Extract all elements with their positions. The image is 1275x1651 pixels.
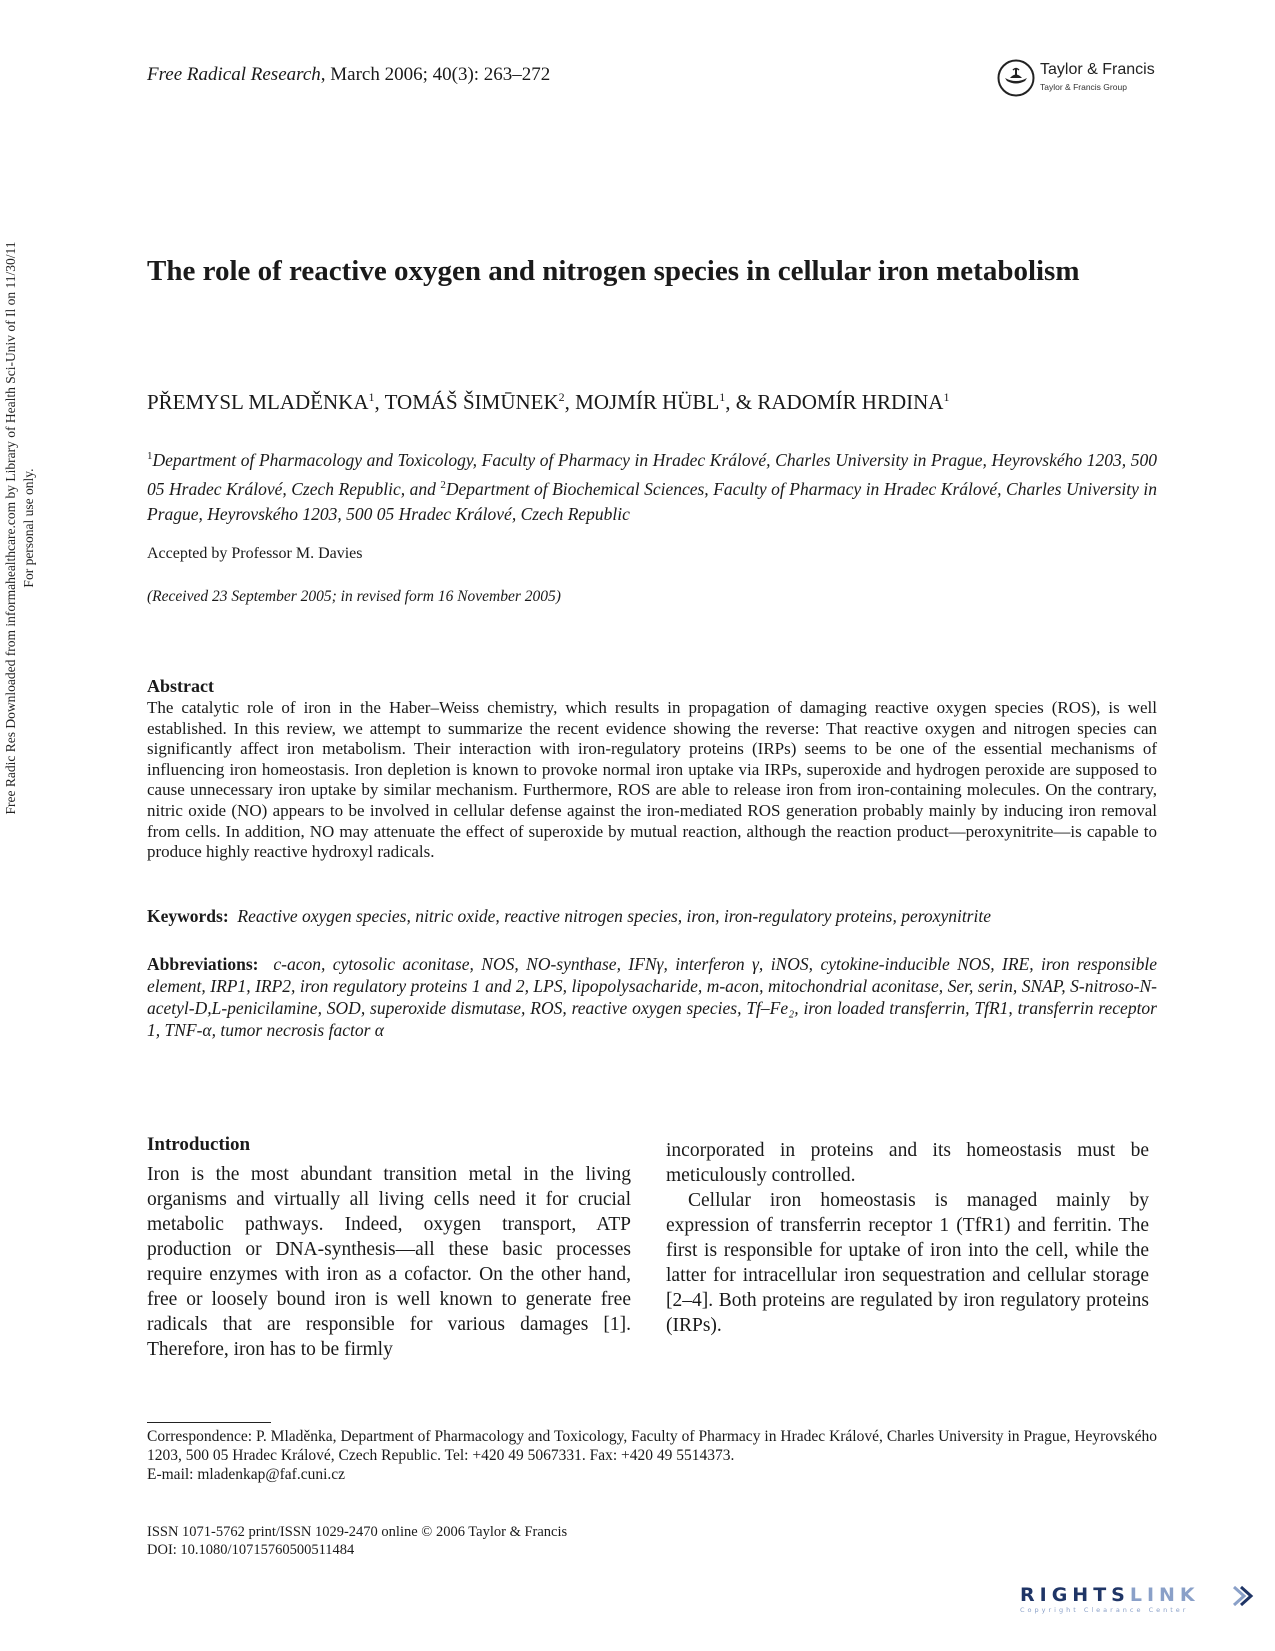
received-dates: (Received 23 September 2005; in revised form 16 November 2005) [147,588,561,605]
rightslink-subtitle: Copyright Clearance Center [1020,1606,1189,1614]
accepted-by: Accepted by Professor M. Davies [147,545,363,562]
footnote-divider [147,1422,271,1423]
introduction-column-right [666,1138,1149,1338]
author-affiliation-mark: 2 [558,390,565,404]
affiliation-mark: 2 [440,479,446,491]
abstract-text: The catalytic role of iron in the Haber–Weiss chemistry, which results in propagation of damaging reactive oxygen species (ROS), is well established. In this review, we attempt to summarize the recent evidence showing the reverse: That reactive oxygen and nitrogen species can significantly affect iron metabolism. Their interaction with iron-regulatory proteins (IRPs) seems to be one of the essential mechanisms of influencing iron homeostasis. Iron depletion is known to provoke normal iron uptake via IRPs, superoxide and hydrogen peroxide are supposed to cause unnecessary iron uptake by similar mechanism. Furthermore, ROS are able to release iron from iron-containing molecules. On the contrary, nitric oxide (NO) appears to be involved in cellular defense against the iron-mediated ROS generation probably mainly by inducing iron removal from cells. In addition, NO may attenuate the effect of superoxide by mutual reaction, although the reaction product—peroxynitrite—is capable to produce highly reactive hydroxyl radicals. [147,698,1157,862]
correspondence-footnote [147,1427,1157,1484]
keywords-label: Keywords: [147,906,229,926]
rightslink-word-rights: RIGHTS [1020,1584,1130,1606]
article-title: The role of reactive oxygen and nitrogen species in cellular iron metabolism [147,255,1080,287]
author-name: MOJMÍR HÜBL [575,390,720,414]
author-separator: , & [725,390,758,414]
rightslink-wordmark [1020,1584,1200,1606]
author-list [147,390,949,415]
affiliations [147,444,1157,527]
abstract-heading: Abstract [147,676,214,696]
publisher-group: Taylor & Francis Group [1040,82,1127,92]
abbreviations [147,953,1157,1041]
author-separator: , [374,390,385,414]
rightslink-word-link: LINK [1129,1584,1200,1606]
download-stamp-line2: For personal use only. [21,468,36,588]
download-stamp [0,0,46,1651]
affiliation-text: Department of Biochemical Sciences, Faculty of Pharmacy in Hradec Králové, Charles University in Prague, Heyrovského 1203, 500 05 Hradec Králové, Czech Republic [147,479,1158,524]
introduction-paragraph: Cellular iron homeostasis is managed mainly by expression of transferrin receptor 1 (TfR1) and ferritin. The first is responsible for uptake of iron into the cell, while the latter for intracellular iron sequestration and cellular storage [2–4]. Both proteins are regulated by iron regulatory proteins (IRPs). [666,1190,1149,1336]
introduction-paragraph: incorporated in proteins and its homeostasis must be meticulously controlled. [666,1140,1149,1186]
affiliation-mark: 1 [147,450,153,462]
issn-line: ISSN 1071-5762 print/ISSN 1029-2470 online © 2006 Taylor & Francis [147,1524,568,1540]
author-affiliation-mark: 1 [719,390,726,404]
issn-doi [147,1523,567,1559]
keywords-text: Reactive oxygen species, nitric oxide, reactive nitrogen species, iron, iron-regulatory proteins, peroxynitrite [237,906,991,926]
journal-citation [147,64,550,86]
journal-name: Free Radical Research [147,64,321,85]
rightslink-logo[interactable] [1020,1584,1256,1618]
author-name: PŘEMYSL MLADĚNKA [147,390,369,414]
keywords [147,905,1157,927]
abbreviations-text: c-acon, cytosolic aconitase, NOS, NO-synthase, IFNγ, interferon γ, iNOS, cytokine-inducible NOS, IRE, iron responsible element, IRP1, IRP2, iron regulatory proteins 1 and 2, LPS, lipopolysacharide, m-acon, mitochondrial aconitase, Ser, serin, SNAP, S-nitroso-N-acetyl-D,L-penicilamine, SOD, superoxide dismutase, ROS, reactive oxygen species, Tf–Fe₂, iron loaded transferrin, TfR1, transferrin receptor 1, TNF-α, tumor necrosis factor α [147,954,1158,1040]
author-affiliation-mark: 1 [368,390,375,404]
author-separator: , [564,390,576,414]
introduction-heading: Introduction [147,1134,251,1155]
publisher-name: Taylor & Francis [1040,61,1155,78]
doi-line: DOI: 10.1080/10715760500511484 [147,1542,355,1558]
correspondence-text: Correspondence: P. Mladěnka, Department of Pharmacology and Toxicology, Faculty of Pharmacy in Hradec Králové, Charles University in Prague, Heyrovského 1203, 500 05 Hradec Králové, Czech Republic. Tel: +420 49 5067331. Fax: +420 49 5514373. [147,1428,1157,1464]
publisher-logo [996,58,1156,98]
correspondence-email: E-mail: mladenkap@faf.cuni.cz [147,1466,346,1483]
introduction-column-left: Iron is the most abundant transition metal in the living organisms and virtually all living cells need it for crucial metabolic pathways. Indeed, oxygen transport, ATP production or DNA-synthesis—all these basic processes require enzymes with iron as a cofactor. On the other hand, free or loosely bound iron is well known to generate free radicals that are responsible for various damages [1]. Therefore, iron has to be firmly [147,1164,631,1360]
author-affiliation-mark: 1 [943,390,950,404]
abbreviations-label: Abbreviations: [147,954,259,974]
journal-issue: , March 2006; 40(3): 263–272 [320,64,551,85]
author-name: TOMÁŠ ŠIMŪNEK [384,390,559,414]
author-name: RADOMÍR HRDINA [757,390,944,414]
affiliation-text: Department of Pharmacology and Toxicology, Faculty of Pharmacy in Hradec Králové, Charles University in Prague, Heyrovského 1203, 500 05 Hradec Králové, Czech Republic, and [147,450,1157,499]
rightslink-arrow-icon [1230,1585,1254,1607]
publisher-emblem-icon [996,58,1036,98]
download-stamp-line1: Free Radic Res Downloaded from informahealthcare.com by Library of Health Sci-Univ of Il on 11/30/11 [3,241,18,815]
